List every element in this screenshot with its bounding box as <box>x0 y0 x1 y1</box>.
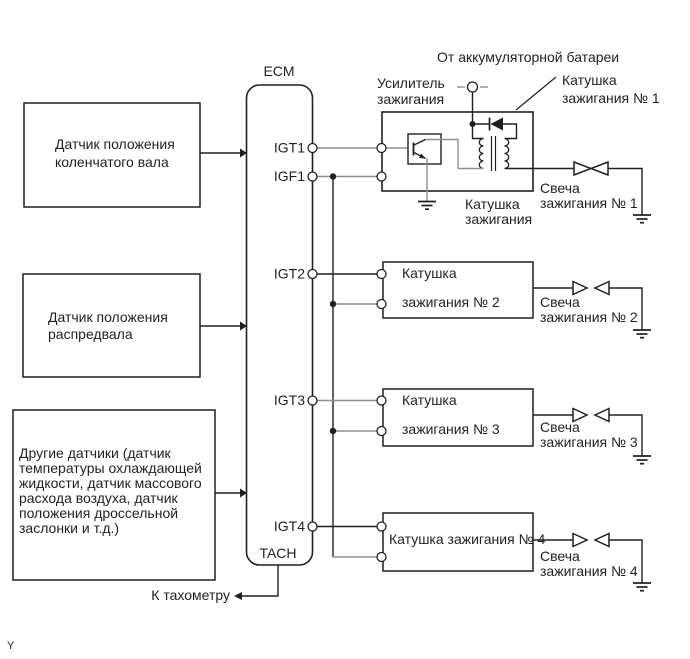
sensor-camshaft-box <box>23 274 200 377</box>
ecm-pin-igt1 <box>308 144 317 153</box>
ecm-pin-igf1 <box>308 172 317 181</box>
ignition-coil-3-box <box>383 389 533 446</box>
ecm-title: ECM <box>263 63 295 79</box>
coil1-callout-line <box>516 77 556 110</box>
corner-mark: Y <box>7 640 15 652</box>
plug4-label-2: зажигания № 4 <box>540 563 638 579</box>
pin-label-igt4: IGT4 <box>273 518 305 534</box>
amplifier-label-1: Усилитель <box>377 75 445 91</box>
ecm-pin-igt3 <box>308 396 317 405</box>
plug3-label-2: зажигания № 3 <box>540 434 638 450</box>
svg-text:расхода воздуха, датчик: расхода воздуха, датчик <box>19 490 178 506</box>
ignition-coil-2-box <box>383 262 533 318</box>
tachometer-label: К тахометру <box>151 587 230 603</box>
amplifier-label-2: зажигания <box>377 91 445 107</box>
plug4-label-1: Свеча <box>540 548 580 564</box>
battery-label: От аккумуляторной батареи <box>437 49 620 65</box>
junction-dot-coil2 <box>330 301 336 307</box>
transformer-icon <box>458 124 509 171</box>
ignition-coil-4-box <box>383 513 545 571</box>
sensor-crankshaft-label-2: коленчатого вала <box>55 154 169 170</box>
coil-internal-label-1: Катушка <box>465 196 520 212</box>
coil-internal-label-2: зажигания <box>465 211 533 227</box>
tachometer-arrow <box>234 565 278 600</box>
plug1-label-1: Свеча <box>540 180 580 196</box>
svg-text:зажигания № 3: зажигания № 3 <box>402 421 500 437</box>
battery-terminal-icon <box>457 82 488 124</box>
pin-label-igt1: IGT1 <box>273 139 305 156</box>
diode-icon <box>470 118 517 139</box>
svg-text:жидкости, датчик массового: жидкости, датчик массового <box>19 475 202 491</box>
coil1-callout-label-2: зажигания № 1 <box>562 90 660 106</box>
plug2-label-2: зажигания № 2 <box>540 309 638 325</box>
svg-text:положения дроссельной: положения дроссельной <box>19 505 179 521</box>
svg-text:Катушка: Катушка <box>402 392 457 408</box>
arrow-other-to-ecm <box>215 489 247 498</box>
arrow-crankshaft-to-ecm <box>200 149 247 158</box>
sensor-crankshaft-label-1: Датчик положения <box>55 136 175 152</box>
svg-text:Катушка зажигания № 4: Катушка зажигания № 4 <box>389 531 546 547</box>
pin-label-igf1: IGF1 <box>273 168 305 184</box>
amp-terminal-igf1 <box>377 172 386 181</box>
ecm-pin-igt4 <box>308 522 317 531</box>
svg-text:температуры охлаждающей: температуры охлаждающей <box>19 460 202 476</box>
pin-label-tach: TACH <box>259 545 297 561</box>
svg-text:заслонки и т.д.): заслонки и т.д.) <box>19 520 120 536</box>
junction-dot-coil3 <box>330 428 336 434</box>
coil3-terminal-igt <box>377 396 386 405</box>
coil2-terminal-igt <box>377 270 386 279</box>
svg-text:Другие датчики (датчик: Другие датчики (датчик <box>19 445 171 461</box>
ground-icon-amplifier <box>418 202 436 210</box>
ecm-module <box>247 63 313 565</box>
svg-text:зажигания № 2: зажигания № 2 <box>402 294 500 310</box>
plug3-label-1: Свеча <box>540 419 580 435</box>
pin-label-igt3: IGT3 <box>273 392 305 408</box>
ground-icon-plug2 <box>633 330 651 338</box>
sensor-crankshaft-box <box>24 103 200 207</box>
amp-terminal-igt1 <box>377 144 386 153</box>
sensor-camshaft-label-1: Датчик положения <box>48 309 168 325</box>
coil4-terminal-igt <box>377 522 386 531</box>
ecm-pin-igt2 <box>308 270 317 279</box>
ground-icon-plug3 <box>633 456 651 464</box>
pin-label-igt2: IGT2 <box>273 265 305 282</box>
plug1-label-2: зажигания № 1 <box>540 195 638 211</box>
sensor-other-box <box>13 410 215 580</box>
svg-text:Катушка: Катушка <box>402 265 457 281</box>
coil4-terminal-igf <box>377 553 386 562</box>
sensor-camshaft-label-2: распредвала <box>48 326 133 342</box>
coil1-callout-label-1: Катушка <box>562 72 617 88</box>
junction-dot-igf1 <box>330 173 336 179</box>
coil2-terminal-igf <box>377 300 386 309</box>
ground-icon-plug4 <box>633 583 651 591</box>
coil3-terminal-igf <box>377 427 386 436</box>
arrow-camshaft-to-ecm <box>200 322 247 331</box>
plug2-label-1: Свеча <box>540 294 580 310</box>
ground-icon-plug1 <box>633 215 651 223</box>
